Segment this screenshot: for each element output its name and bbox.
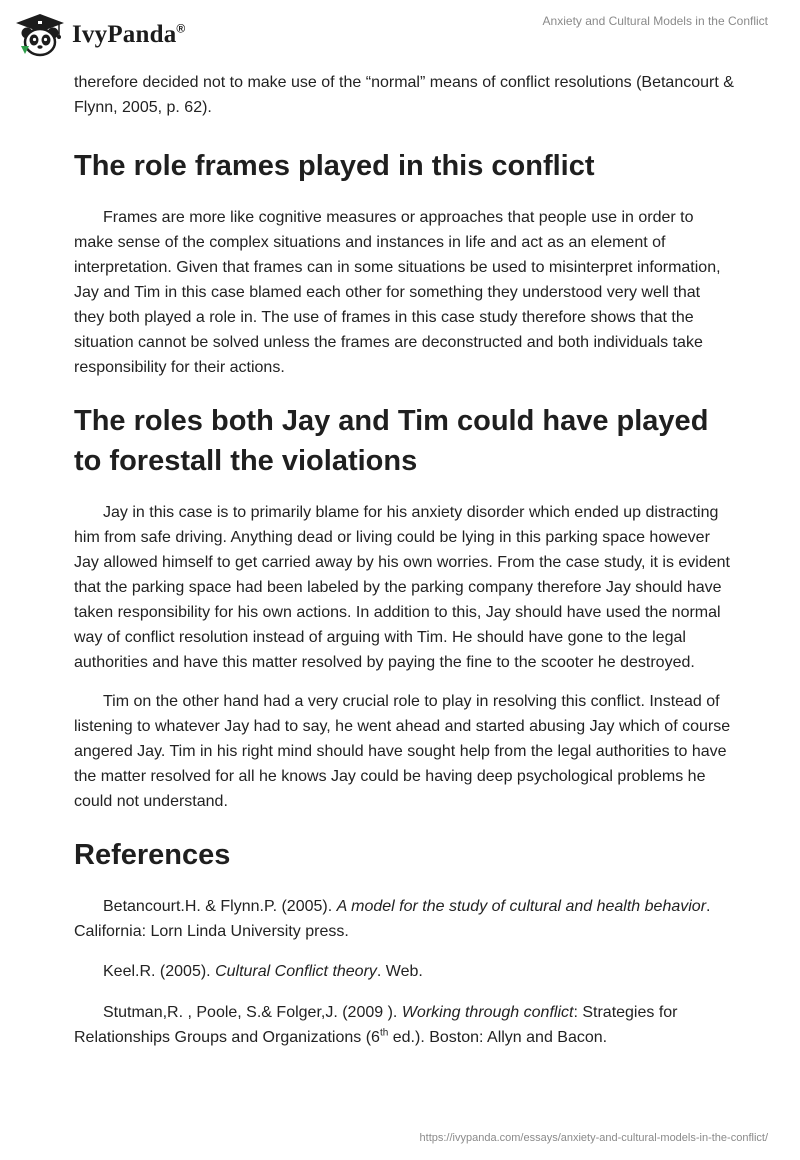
- panda-graduate-icon: [14, 12, 66, 58]
- ref-text: . California: Lorn Linda University press.: [74, 898, 711, 940]
- brand-name-text: IvyPanda: [72, 21, 177, 48]
- ref-text: Stutman,R. , Poole, S.& Folger,J. (2009 ).: [103, 1004, 402, 1021]
- ref-text: . Web.: [376, 963, 423, 980]
- ref-title: A model for the study of cultural and health behavior: [336, 898, 707, 915]
- reference-keel: [74, 959, 734, 984]
- heading-frames: The role frames played in this conflict: [74, 150, 595, 182]
- ordinal-suffix: th: [379, 1027, 389, 1039]
- ref-title: Working through conflict: [401, 1004, 574, 1021]
- paragraph-frames: Frames are more like cognitive measures or approaches that people use in order to make sense of the complex situations and instances in life and act as an element of interpretation. Given that frames can in some situations be used to misinterpret information, Jay and Tim in this case blamed each other for something they understood very well that they both played a role in. The use of frames in this case study therefore shows that the situation cannot be solved unless the frames are deconstructed and both individuals take responsibility for their actions.: [74, 209, 721, 376]
- page-header: [0, 0, 800, 66]
- heading-references: References: [74, 839, 231, 871]
- ref-text: : Strategies for Relationships Groups and Organizations (6: [74, 1004, 678, 1046]
- ref-text: ed.). Boston: Allyn and Bacon.: [388, 1029, 608, 1046]
- source-url[interactable]: https://ivypanda.com/essays/anxiety-and-cultural-models-in-the-conflict/: [419, 1132, 768, 1144]
- brand-name: [72, 21, 185, 49]
- intro-paragraph: therefore decided not to make use of the “normal” means of conflict resolutions (Betancourt & Flynn, 2005, p. 62).: [74, 74, 734, 116]
- heading-roles: The roles both Jay and Tim could have played to forestall the violations: [74, 405, 709, 477]
- reference-betancourt: [74, 894, 734, 944]
- essay-content: [74, 70, 734, 1050]
- paragraph-tim: Tim on the other hand had a very crucial role to play in resolving this conflict. Instead of listening to whatever Jay had to say, he went ahead and started abusing Jay which of course angered Jay. Tim in his right mind should have sought help from the legal authorities to have the matter resolved for all he knows Jay could be having deep psychological problems he could not understand.: [74, 693, 731, 810]
- ref-text: Betancourt.H. & Flynn.P. (2005).: [103, 898, 337, 915]
- document-title: Anxiety and Cultural Models in the Conflict: [542, 14, 768, 28]
- ivypanda-logo[interactable]: [14, 10, 189, 60]
- ref-text: Keel.R. (2005).: [103, 963, 216, 980]
- registered-mark: ®: [176, 21, 186, 36]
- ref-title: Cultural Conflict theory: [215, 963, 377, 980]
- reference-stutman: [74, 1000, 734, 1050]
- paragraph-jay: Jay in this case is to primarily blame for his anxiety disorder which ended up distracting him from safe driving. Anything dead or living could be lying in this parking space however Jay allowed himself to get carried away by his own worries. From the case study, it is evident that the parking space had been labeled by the parking company therefore Jay should have taken responsibility for his own actions. In addition to this, Jay should have used the normal way of conflict resolution instead of arguing with Tim. He should have gone to the legal authorities and have this matter resolved by paying the fine to the scooter he destroyed.: [74, 504, 730, 671]
